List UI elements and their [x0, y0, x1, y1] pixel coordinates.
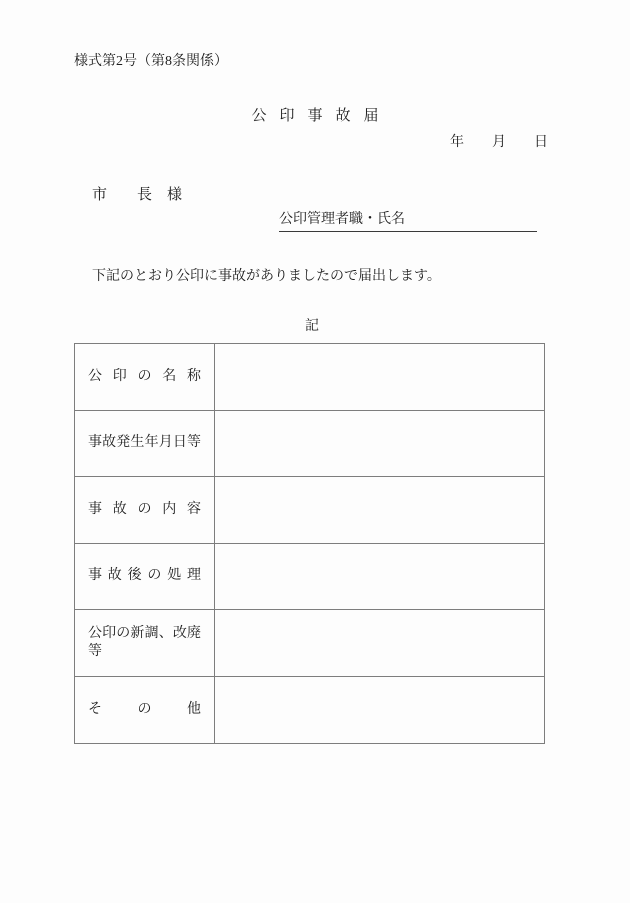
row-label: 事故発生年月日等 [88, 435, 201, 451]
row-label: 公印の新調、改廃等 [88, 625, 201, 659]
table-row-label-seal-renewal [75, 610, 215, 677]
recipient-line: 市 長 様 [92, 187, 183, 203]
table-row-value-accident-details [215, 477, 544, 544]
table-row-value-seal-renewal [215, 610, 544, 677]
table-row-label-accident-details [75, 477, 215, 544]
table-row-value-others [215, 677, 544, 744]
table-row-label-post-accident-handling [75, 544, 215, 611]
table-row-value-post-accident-handling [215, 544, 544, 611]
table-row-label-others [75, 677, 215, 744]
document-title: 公印事故届 [251, 108, 392, 124]
form-number: 様式第2号（第8条関係） [74, 54, 228, 69]
row-label: 事故の内容 [88, 501, 201, 517]
date-line: 年 月 日 [450, 135, 548, 150]
seal-manager-signature-line: 公印管理者職・氏名 [279, 211, 537, 232]
table-row-value-seal-name [215, 344, 544, 411]
table-row-label-seal-name [75, 344, 215, 411]
section-marker: 記 [305, 319, 319, 334]
table-row-value-accident-date [215, 411, 544, 478]
row-label: その他 [88, 701, 201, 717]
row-label: 事故後の処理 [88, 568, 201, 584]
table-row-label-accident-date [75, 411, 215, 478]
form-table [74, 343, 545, 744]
row-label: 公印の名称 [88, 368, 201, 384]
body-text: 下記のとおり公印に事故がありましたので届出します。 [92, 269, 441, 284]
